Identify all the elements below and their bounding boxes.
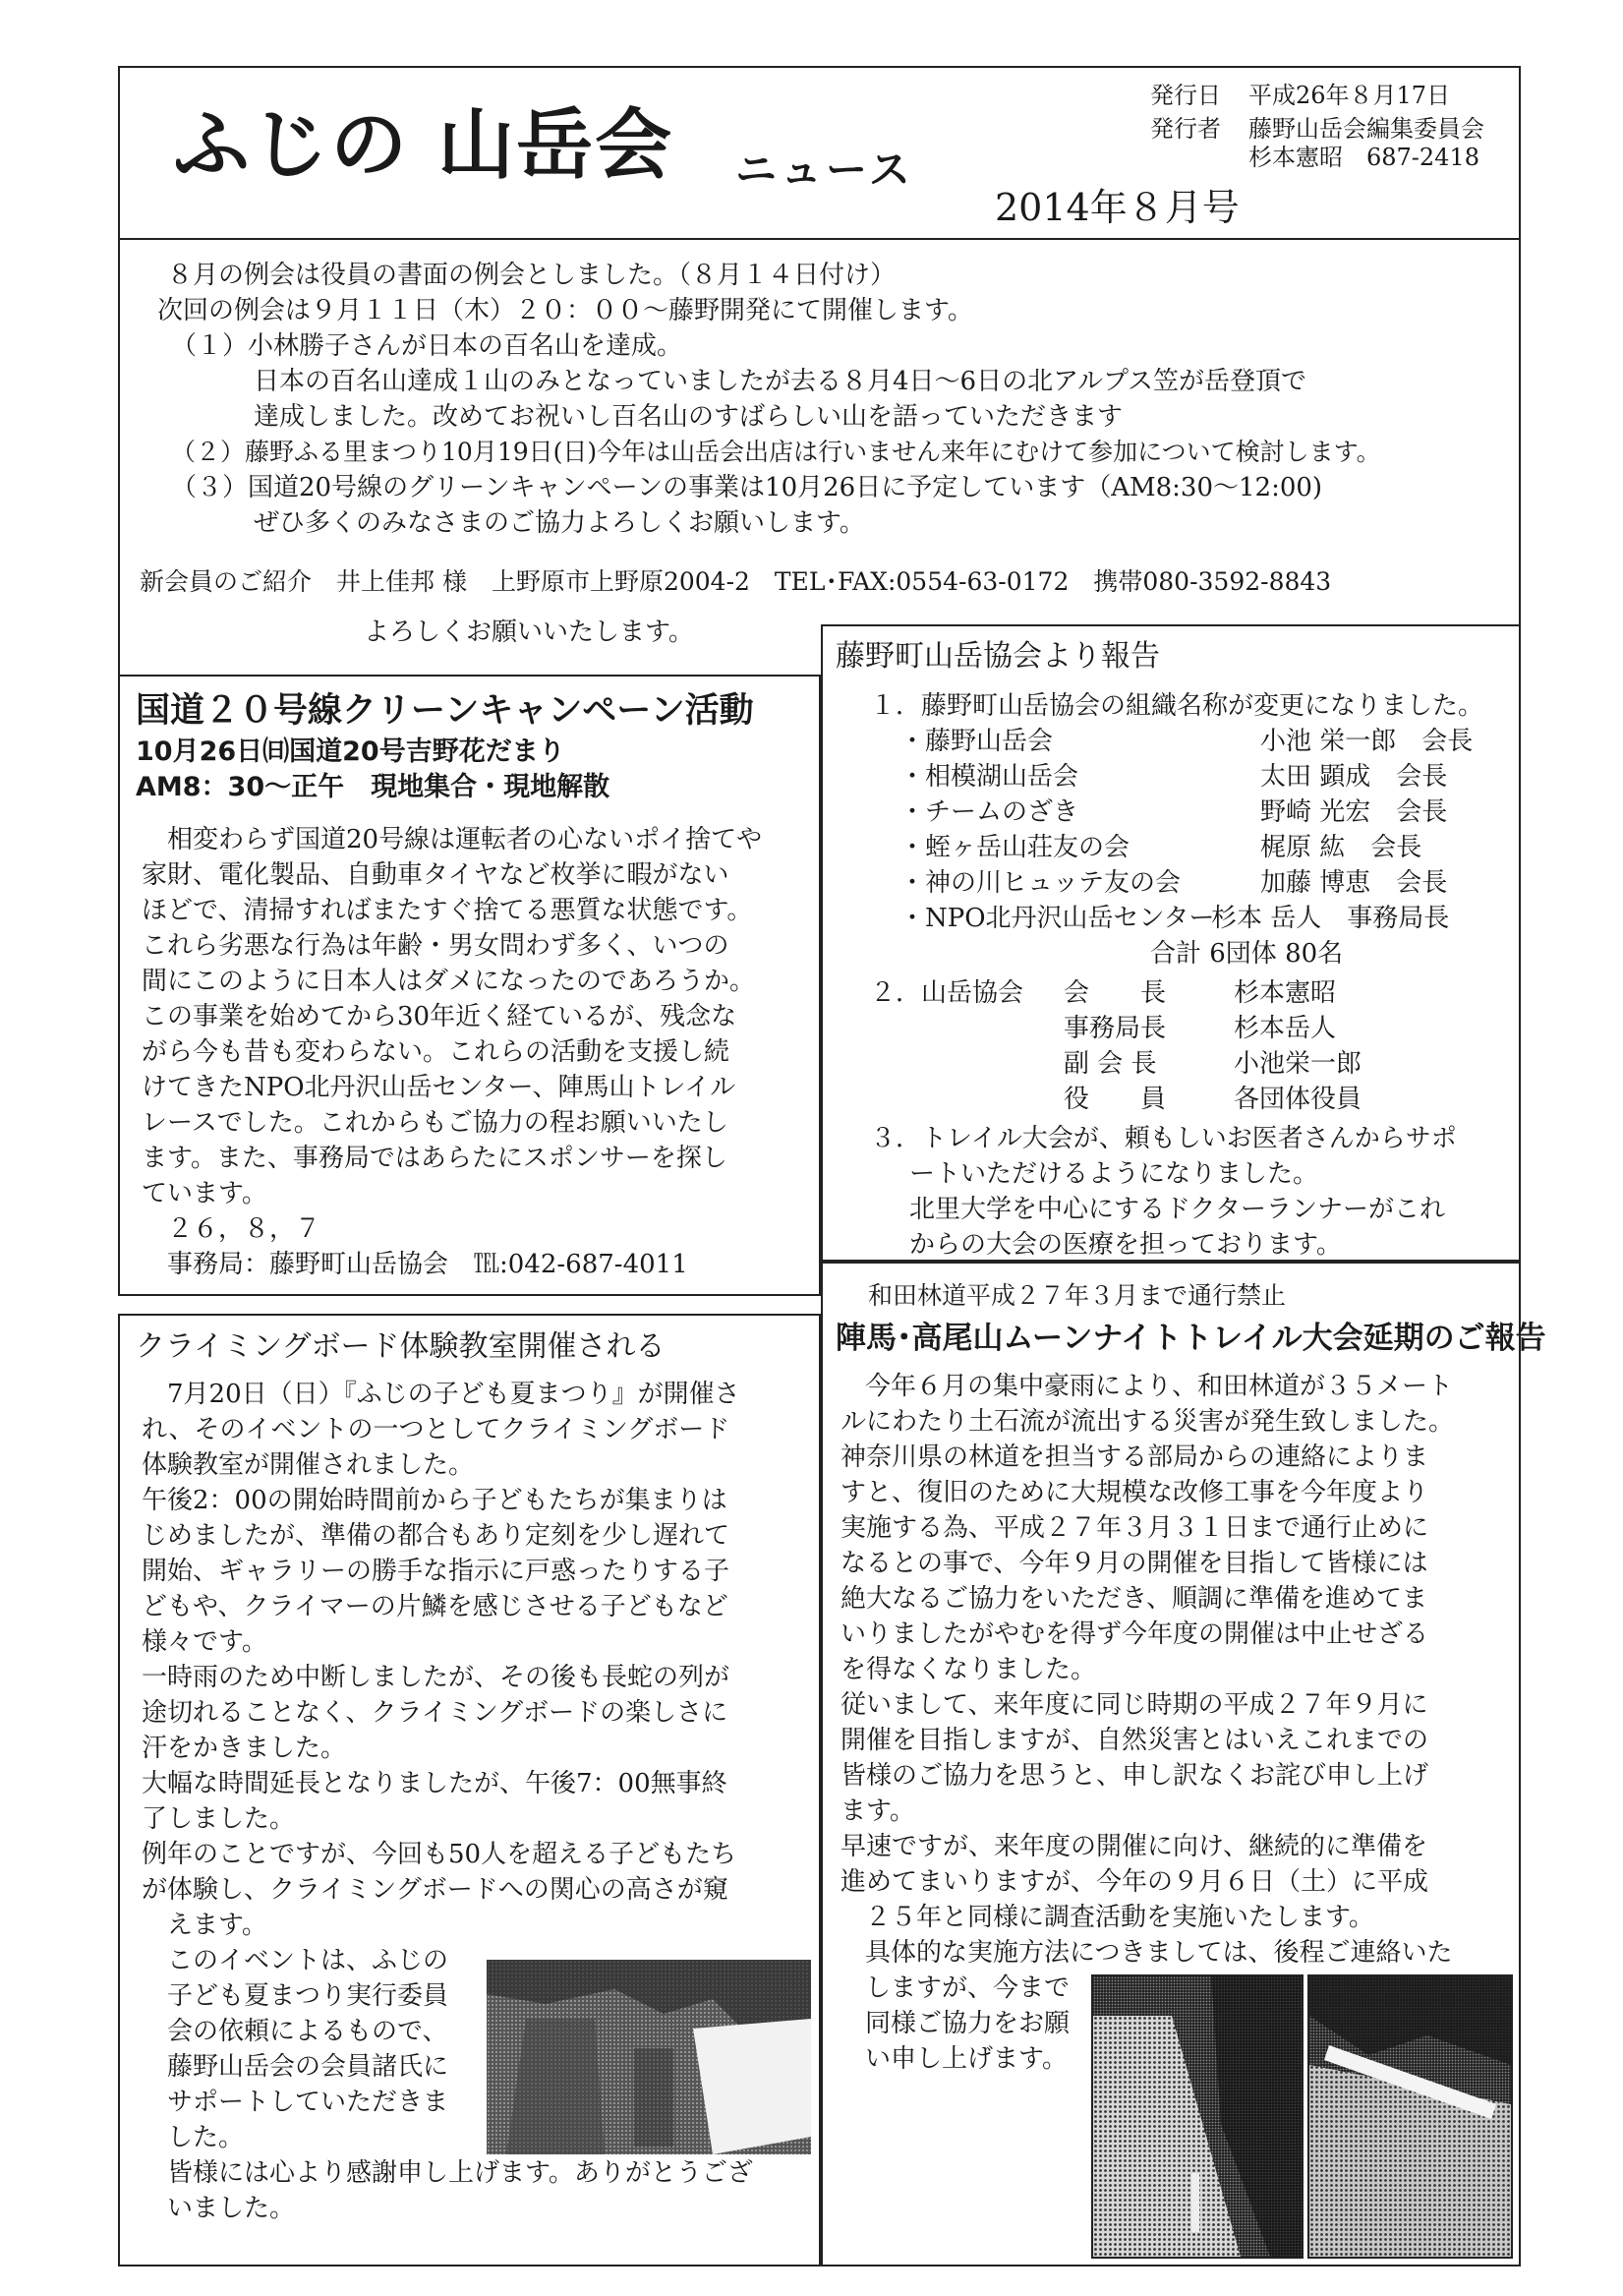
trail-body-line: を得なくなりました。 [840,1655,1097,1684]
pub-date: 平成26年８月17日 [1248,82,1451,109]
trail-side-line: い申し上げます。 [865,2044,1068,2074]
climbing-body-line: 了しました。 [142,1804,296,1834]
notice-line: 達成しました。改めてお祝いし百名山のすばらしい山を語っていただきます [254,402,1124,432]
climbing-side-line: このイベントは、ふじの [167,1946,449,1975]
climbing-body-line: 7月20日（日）『ふじの子ども夏まつり』が開催さ [167,1380,740,1409]
new-member-intro: 新会員のご紹介 井上佳邦 様 上野原市上野原2004-2 TEL･FAX:0554-63-0172 携帯080-3592-8843 [140,567,1332,596]
officer-name: 杉本憲昭 [1234,978,1337,1008]
trail-body-line: 進めてまいりますが、今年の９月６日（土）に平成 [840,1867,1429,1897]
masthead-title: ふじの 山岳会 [173,100,674,190]
notice-line: ８月の例会は役員の書面の例会としました。（８月１４日付け） [167,261,897,290]
notice-line: （１）小林勝子さんが日本の百名山を達成。 [171,331,683,361]
climbing-body-line: どもや、クライマーの片鱗を感じさせる子どもなど [142,1592,728,1621]
climbing-side-line: した。 [167,2123,245,2152]
notice-line: （２）藤野ふる里まつり10月19日(日)今年は山岳会出店は行いません来年にむけて参加について検討します。 [171,438,1381,466]
org-rep: 梶原 紘 会長 [1260,833,1422,862]
trail-body-line: 具体的な実施方法につきましては、後程ご連絡いた [865,1938,1453,1968]
photo-image [1309,1976,1511,2257]
publisher-contact: 杉本憲昭 687-2418 [1248,144,1479,171]
clean-body-date: ２６，８，７ [167,1214,321,1244]
trail-report-title: 陣馬･高尾山ムーンナイトトレイル大会延期のご報告 [836,1321,1546,1356]
officer-role: 事務局長 [1064,1014,1167,1043]
climbing-side-line: 会の依頼によるもので、 [167,2017,448,2046]
trail-body-line: ます。 [840,1796,915,1826]
trail-body-line: 絶大なるご協力をいただき、順調に準備を進めてま [840,1584,1427,1614]
officer-name: 小池栄一郎 [1234,1049,1362,1079]
kyokai-item-3: からの大会の医療を担っております。 [909,1230,1342,1260]
kyokai-item-3: 北里大学を中心にするドクターランナーがこれ [909,1195,1445,1224]
org-rep: 太田 顕成 会長 [1260,762,1448,792]
officer-role: 役 員 [1064,1085,1167,1114]
org-name: ・チームのざき [899,797,1079,827]
notice-line: （３）国道20号線のグリーンキャンペーンの事業は10月26日に予定しています（AM8:30～12:00) [171,473,1323,502]
climbing-body-line: 午後2：00の開始時間前から子どもたちが集まりは [142,1486,727,1515]
clean-body-line: レースでした。これからもご協力の程お願いいたし [142,1108,728,1138]
trail-body-line: ルにわたり土石流が流出する災害が発生致しました。 [840,1407,1455,1437]
org-name: ・蛭ヶ岳山荘友の会 [899,833,1130,862]
climbing-body-line: れ、そのイベントの一つとしてクライミングボード [142,1415,730,1444]
notice-line: 次回の例会は９月１１日（木）２０：００～藤野開発にて開催します。 [157,296,973,325]
pub-date-label: 発行日 [1150,82,1221,109]
climbing-side-line: 子ども夏まつり実行委員 [167,1981,449,2011]
clean-body-line: ています。 [142,1179,267,1208]
clean-body-line: この事業を始めてから30年近く経ているが、残念な [142,1002,737,1031]
climbing-body-line: 一時雨のため中断しましたが、その後も長蛇の列が [142,1663,730,1692]
trail-side-line: 同様ご協力をお願 [865,2009,1071,2038]
org-rep: 加藤 博恵 会長 [1260,868,1448,898]
officer-role: 副 会 長 [1064,1049,1157,1079]
trail-body-line: ２５年と同様に調査活動を実施いたします。 [865,1903,1374,1932]
org-rep: 小池 栄一郎 会長 [1260,727,1474,756]
clean-body-line: けてきたNPO北丹沢山岳センター、陣馬山トレイル [142,1073,736,1102]
climbing-side-line: 藤野山岳会の会員諸氏に [167,2052,449,2082]
clean-campaign-time: AM8：30～正午 現地集合・現地解散 [136,772,610,802]
climbing-side-line: サポートしていただきま [167,2088,449,2117]
officer-name: 杉本岳人 [1234,1014,1337,1043]
officer-name: 各団体役員 [1234,1085,1362,1114]
trail-body-line: 実施する為、平成２７年３月３１日まで通行止めに [840,1513,1429,1543]
publisher: 藤野山岳会編集委員会 [1248,115,1484,143]
clean-body-line: 家財、電化製品、自動車タイヤなど枚挙に暇がない [142,860,729,890]
climbing-closing-line: いました。 [167,2194,296,2223]
new-member-closing: よろしくお願いいたします。 [364,618,694,647]
org-name: ・相模湖山岳会 [899,762,1079,792]
org-name: ・藤野山岳会 [899,727,1054,756]
clean-campaign-date: 10月26日㈰国道20号吉野花だまり [136,736,565,767]
notice-line: ぜひ多くのみなさまのご協力よろしくお願いします。 [254,508,865,538]
trail-road-closure: 和田林道平成２７年３月まで通行禁止 [868,1281,1287,1310]
clean-body-line: 間にこのように日本人はダメになったのであろうか。 [142,967,756,996]
trail-body-line: すと、復旧のために大規模な改修工事を今年度より [840,1478,1429,1507]
org-name: ・神の川ヒュッテ友の会 [899,868,1182,898]
kyokai-item-3: ３．トレイル大会が、頼もしいお医者さんからサポ [870,1124,1457,1153]
climbing-board-photo [487,1960,811,2154]
climbing-closing-line: 皆様には心より感謝申し上げます。ありがとうござ [167,2158,753,2188]
climbing-body-line: が体験し、クライミングボードへの関心の高さが窺 [142,1875,728,1905]
kyokai-total: 合計 6団体 80名 [1150,939,1344,969]
climbing-title: クライミングボード体験教室開催される [136,1329,666,1364]
landslide-photo-right [1307,1974,1513,2259]
org-rep: 野崎 光宏 会長 [1260,797,1448,827]
climbing-body-line: 開始、ギャラリーの勝手な指示に戸惑ったりする子 [142,1557,730,1586]
clean-body-line: これら劣悪な行為は年齢・男女問わず多く、いつの [142,931,729,961]
publisher-label: 発行者 [1150,115,1221,143]
climbing-body-line: 体験教室が開催されました。 [142,1450,475,1480]
climbing-body-line: 汗をかきました。 [142,1734,347,1763]
clean-body-line: ます。また、事務局ではあらたにスポンサーを探し [142,1144,727,1173]
clean-body-contact: 事務局：藤野町山岳協会 ℡:042-687-4011 [167,1250,688,1279]
notice-line: 日本の百名山達成１山のみとなっていましたが去る８月4日～6日の北アルプス笠が岳登頂で [254,367,1307,396]
masthead-subtitle: ニュース [735,146,914,194]
clean-body-line: ほどで、清掃すればまたすぐ捨てる悪質な状態です。 [142,896,753,925]
org-rep: 杉本 岳人 事務局長 [1211,904,1450,933]
climbing-body-line: 様々です。 [142,1627,267,1657]
clean-body-line: がら今も昔も変わらない。これらの活動を支援し続 [142,1037,730,1067]
org-name: ・NPO北丹沢山岳センター [899,904,1215,933]
climbing-body-line: 例年のことですが、今回も50人を超える子どもたち [142,1840,737,1869]
issue-label: 2014年８月号 [995,186,1240,229]
kyokai-item-1: １．藤野町山岳協会の組織名称が変更になりました。 [870,691,1484,721]
trail-body-line: 皆様のご協力を思うと、申し訳なくお詫び申し上げ [840,1761,1429,1791]
trail-body-line: 今年６月の集中豪雨により、和田林道が３５メート [865,1372,1454,1401]
photo-image [1093,1976,1302,2257]
officer-role: 会 長 [1064,978,1167,1008]
kyokai-item-3: ートいただけるようになりました。 [909,1159,1319,1189]
trail-body-line: 早速ですが、来年度の開催に向け、継続的に準備を [840,1832,1427,1861]
trail-body-line: 神奈川県の林道を担当する部局からの連絡によりま [840,1442,1429,1472]
clean-body-line: 相変わらず国道20号線は運転者の心ないポイ捨てや [167,825,763,854]
trail-side-line: しますが、今まで [865,1973,1071,2003]
kyokai-item-2: ２．山岳協会 [870,978,1024,1008]
climbing-body-line: じめましたが、準備の都合もあり定刻を少し遅れて [142,1521,730,1551]
trail-body-line: なるとの事で、今年９月の開催を目指して皆様には [840,1549,1428,1578]
trail-body-line: いりましたがやむを得ず今年度の開催は中止せざる [840,1619,1429,1649]
trail-body-line: 従いまして、来年度に同じ時期の平成２７年９月に [840,1690,1428,1720]
photo-image [487,1960,811,2154]
trail-body-line: 開催を目指しますが、自然災害とはいえこれまでの [840,1726,1429,1755]
climbing-body-line: 大幅な時間延長となりましたが、午後7：00無事終 [142,1769,727,1798]
climbing-body-line: 途切れることなく、クライミングボードの楽しさに [142,1698,728,1728]
climbing-body-line: えます。 [167,1911,267,1940]
clean-campaign-title: 国道２０号線クリーンキャンペーン活動 [136,691,754,731]
landslide-photo-left [1091,1974,1304,2259]
kyokai-title: 藤野町山岳協会より報告 [836,639,1160,674]
